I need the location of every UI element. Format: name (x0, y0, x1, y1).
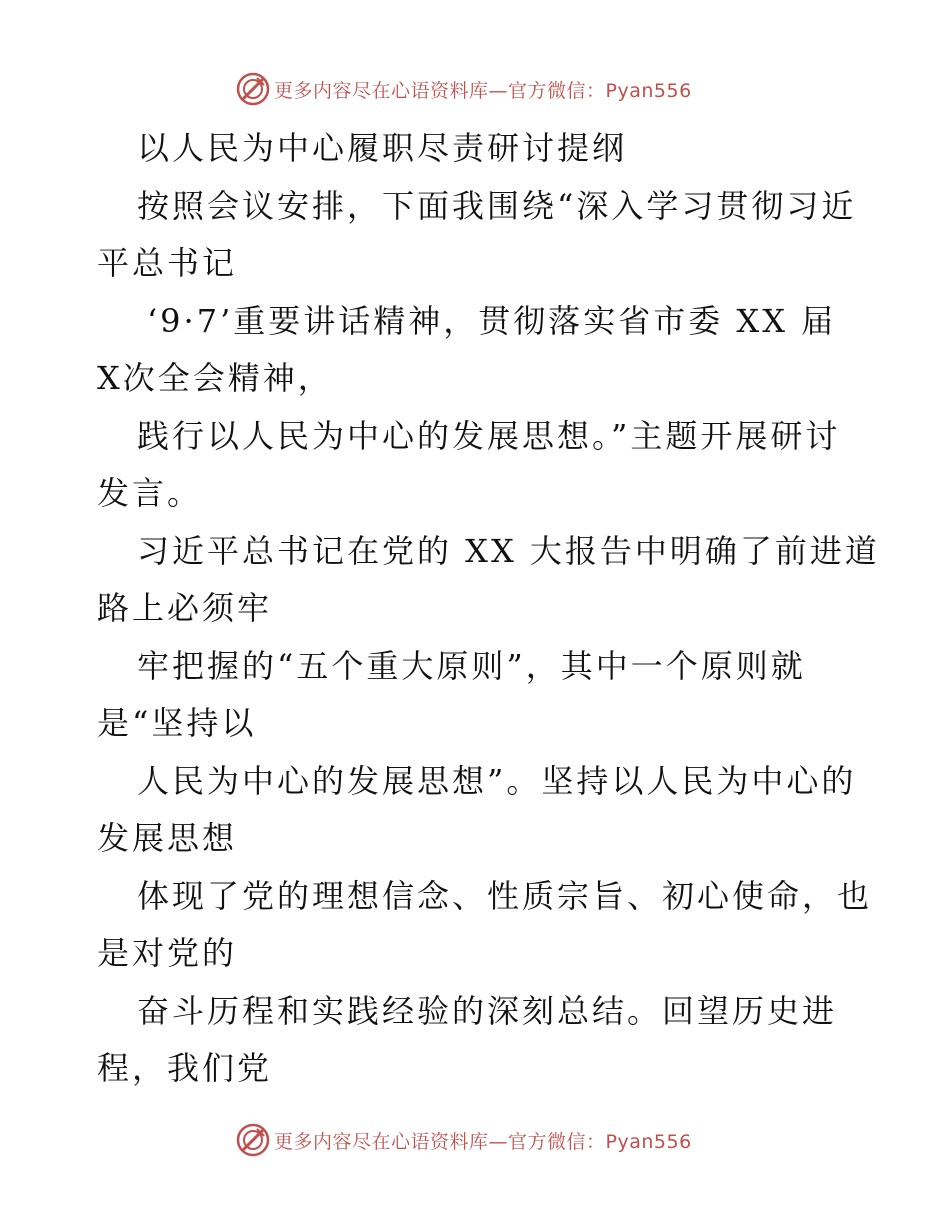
text-line: X次全会精神， (97, 359, 333, 397)
text-line: 是“坚持以 (97, 704, 257, 742)
footer-watermark (236, 1123, 692, 1157)
text-line: 程，我们党 (97, 1049, 273, 1087)
text-line: 习近平总书记在党的 XX 大报告中明确了前进道 (137, 531, 880, 570)
text-line: 发言。 (97, 474, 203, 512)
seal-logo-icon (236, 1123, 270, 1157)
text-line: 体现了党的理想信念、性质宗旨、初心使命，也 (137, 876, 873, 915)
seal-logo-icon (236, 72, 270, 106)
text-line: 路上必须牢 (97, 589, 273, 627)
watermark-text: 更多内容尽在心语资料库—官方微信：Pyan556 (274, 1130, 692, 1153)
text-line: 人民为中心的发展思想”。坚持以人民为中心的 (137, 761, 857, 800)
document-title: 以人民为中心履职尽责研讨提纲 (137, 129, 628, 167)
header-watermark (236, 72, 692, 106)
text-line: 奋斗历程和实践经验的深刻总结。回望历史进 (137, 991, 838, 1030)
text-line: 发展思想 (97, 819, 238, 857)
document-body (97, 120, 880, 1098)
text-line: 平总书记 (97, 244, 238, 282)
text-line: 按照会议安排，下面我围绕“深入学习贯彻习近 (137, 186, 857, 225)
watermark-text: 更多内容尽在心语资料库—官方微信：Pyan556 (274, 79, 692, 102)
text-line: 践行以人民为中心的发展思想。”主题开展研讨 (137, 416, 841, 455)
text-line: 是对党的 (97, 934, 238, 972)
text-line: ‘9·7’重要讲话精神，贯彻落实省市委 XX 届 (147, 301, 837, 340)
text-line: 牢把握的“五个重大原则”，其中一个原则就 (137, 646, 806, 685)
